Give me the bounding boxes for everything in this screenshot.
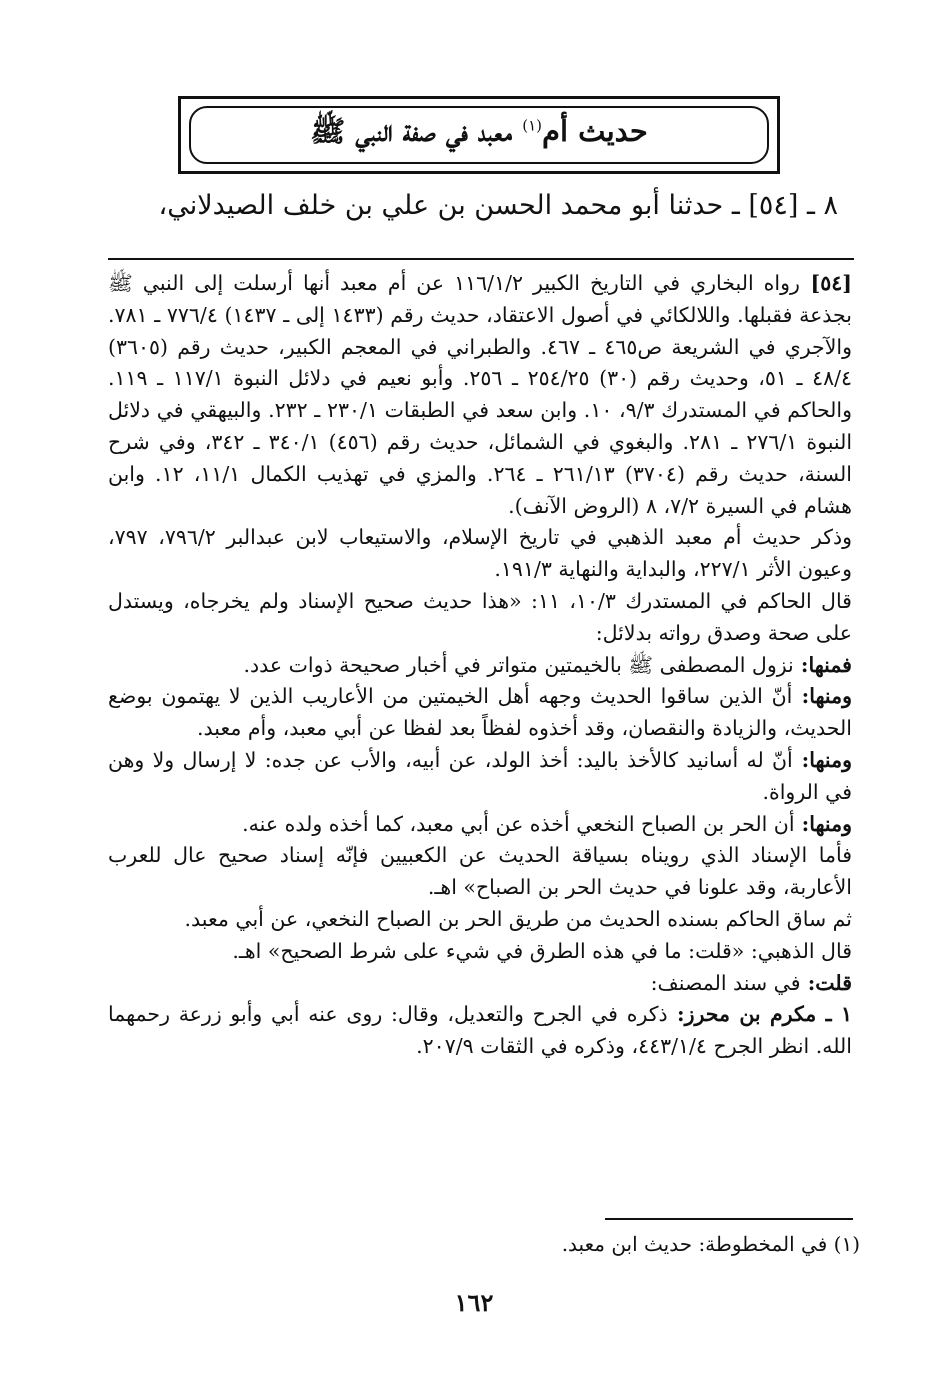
page-number: ١٦٢ [454,1288,494,1317]
note-text: قال الحاكم في المستدرك ١٠/٣، ١١: «هذا حديث صحيح الإسناد ولم يخرجاه، ويستدل على صحة وصدق رواته بدلائل: [108,588,852,645]
note-paragraph [108,999,852,1063]
note-lead: ومنها: [792,684,853,709]
note-paragraph [108,809,852,841]
note-paragraph [108,268,852,522]
title-frame [178,96,780,174]
note-paragraph [108,681,852,745]
isnad-line: ٨ ـ [٥٤] ـ حدثنا أبو محمد الحسن بن علي بن خلف الصيدلاني، [158,190,838,221]
note-lead: فمنها: [793,652,852,677]
note-lead: ومنها: [794,811,852,836]
note-paragraph [108,745,852,809]
footnote-separator [605,1218,853,1220]
note-text: أنّ له أسانيد كالأخذ باليد: أخذ الولد، عن أبيه، والأب عن جده: لا إرسال ولا وهن في الرواة. [108,747,852,804]
title-footnote-marker: (١) [522,116,542,135]
title-part-1: حديث أم [541,114,648,148]
note-text: فأما الإسناد الذي رويناه بسياقة الحديث عن الكعبيين فإنّه إسناد صحيح عال للعرب الأعاربة، وقد علونا في حديث الحر بن الصباح» اهـ. [108,843,852,900]
note-lead: قلت: [800,970,852,995]
separator-rule [108,258,854,260]
note-text: ذكره في الجرح والتعديل، وقال: روى عنه أبي وأبو زرعة رحمهما الله. انظر الجرح ٤٤٣/١/٤، وذكره في الثقات ٢٠٧/٩. [108,1002,852,1059]
note-text: رواه البخاري في التاريخ الكبير ١١٦/١/٢ عن أم معبد أنها أرسلت إلى النبي ﷺ بجذعة فقبلها. واللالكائي في أصول الاعتقاد، حديث رقم (١٤٣٣ إلى ـ ١٤٣٧) ٧٧٦/٤ ـ ٧٨١. والآجري في الشريعة ص٤٦٥ ـ ٤٦٧. والطبراني في المعجم الكبير، حديث رقم (٣٦٠٥) ٤٨/٤ ـ ٥١، وحديث رقم (٣٠) ٢٥٤/٢٥ ـ ٢٥٦. وأبو نعيم في دلائل النبوة ١١٧/١ ـ ١١٩. والحاكم في المستدرك ٩/٣، ١٠. وابن سعد في الطبقات ٢٣٠/١ ـ ٢٣٢. والبيهقي في دلائل النبوة ٢٧٦/١ ـ ٢٨١. والبغوي في الشمائل، حديث رقم (٤٥٦) ٣٤٠/١ ـ ٣٤٢، وفي شرح السنة، حديث رقم (٣٧٠٤) ٢٦١/١٣ ـ ٢٦٤. والمزي في تهذيب الكمال ١١/١، ١٢. وابن هشام في السيرة ٧/٢، ٨ (الروض الآنف). [108,271,853,518]
note-text: أنّ الذين ساقوا الحديث وجهه أهل الخيمتين من الأعاريب الذين لا يهتمون بوضع الحديث، والزيادة والنقصان، وقد أخذوه لفظاً بعد لفظا عن أبي معبد، وأم معبد. [108,684,852,741]
note-paragraph [108,936,852,968]
commentary-notes [108,268,852,1063]
note-text: قال الذهبي: «قلت: ما في هذه الطرق في شيء على شرط الصحيح» اهـ. [232,938,852,963]
chapter-title [310,114,648,156]
title-inner-frame [189,106,769,164]
note-paragraph [108,650,852,682]
note-text: وذكر حديث أم معبد الذهبي في تاريخ الإسلام، والاستيعاب لابن عبدالبر ٧٩٦/٢، ٧٩٧، وعيون الأثر ٢٢٧/١، والبداية والنهاية ١٩١/٣. [108,525,852,582]
note-text: أن الحر بن الصباح النخعي أخذه عن أبي معبد، كما أخذه ولده عنه. [242,811,795,836]
title-part-2: معبد في صفة النبي ﷺ [310,114,523,148]
note-lead: [٥٤] [799,271,852,295]
note-paragraph [108,840,852,904]
note-lead: ١ ـ مكرم بن محرز: [667,1002,852,1027]
note-lead: ومنها: [792,747,852,772]
note-text: في سند المصنف: [650,970,801,995]
note-paragraph [108,522,852,586]
footnote: (١) في المخطوطة: حديث ابن معبد. [561,1232,860,1256]
note-paragraph [108,904,852,936]
note-text: نزول المصطفى ﷺ بالخيمتين متواتر في أخبار صحيحة ذوات عدد. [243,652,794,677]
note-paragraph [108,968,852,1000]
note-paragraph [108,586,852,650]
note-text: ثم ساق الحاكم بسنده الحديث من طريق الحر بن الصباح النخعي، عن أبي معبد. [184,906,852,931]
